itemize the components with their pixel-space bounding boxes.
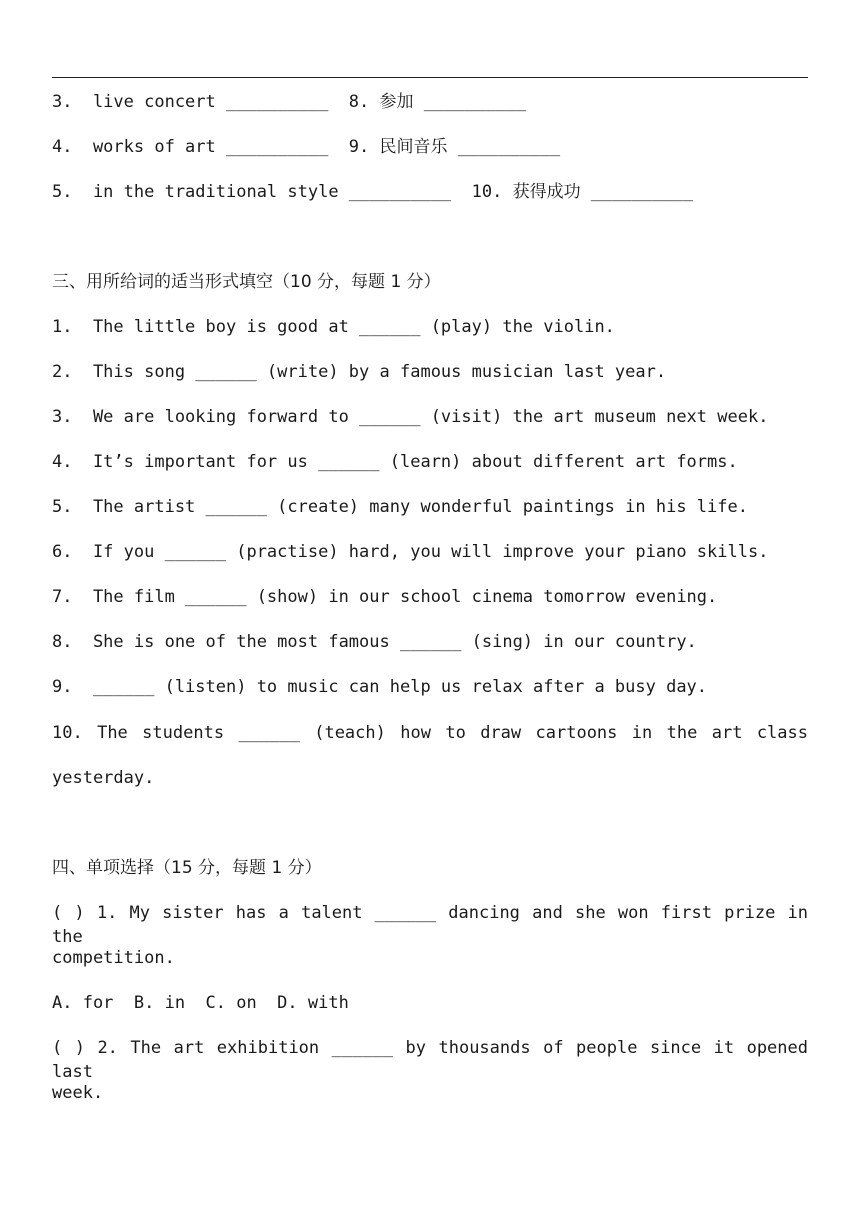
section-title: 四、单项选择（15 分，每题 1 分）: [52, 858, 322, 878]
section-title: 三、用所给词的适当形式填空（10 分，每题 1 分）: [52, 272, 441, 292]
question-item: 6. If you ______ (practise) hard, you will improve your piano skills.: [52, 542, 769, 562]
header-rule: [52, 77, 808, 78]
question-item: 8. She is one of the most famous ______ (sing) in our country.: [52, 632, 697, 652]
choice-question: ( ) 2. The art exhibition ______ by thousands of people since it opened last: [52, 1038, 808, 1082]
vocab-line: 5. in the traditional style __________ 10. 获得成功 __________: [52, 182, 694, 202]
choice-question-continued: week.: [52, 1083, 104, 1103]
choice-question: ( ) 1. My sister has a talent ______ dancing and she won first prize in the: [52, 903, 808, 947]
question-item: 2. This song ______ (write) by a famous musician last year.: [52, 362, 667, 382]
choice-options: A. for B. in C. on D. with: [52, 993, 349, 1013]
question-item: 4. It’s important for us ______ (learn) about different art forms.: [52, 452, 738, 472]
vocab-line: 3. live concert __________ 8. 参加 __________: [52, 92, 527, 112]
question-item-continued: yesterday.: [52, 768, 155, 788]
question-item: 10. The students ______ (teach) how to draw cartoons in the art class: [52, 723, 808, 743]
choice-question-continued: competition.: [52, 948, 175, 968]
question-item: 1. The little boy is good at ______ (play) the violin.: [52, 317, 615, 337]
question-item: 7. The film ______ (show) in our school cinema tomorrow evening.: [52, 587, 718, 607]
question-item: 5. The artist ______ (create) many wonderful paintings in his life.: [52, 497, 748, 517]
question-item: 3. We are looking forward to ______ (visit) the art museum next week.: [52, 407, 769, 427]
vocab-line: 4. works of art __________ 9. 民间音乐 __________: [52, 137, 561, 157]
question-item: 9. ______ (listen) to music can help us relax after a busy day.: [52, 677, 708, 697]
